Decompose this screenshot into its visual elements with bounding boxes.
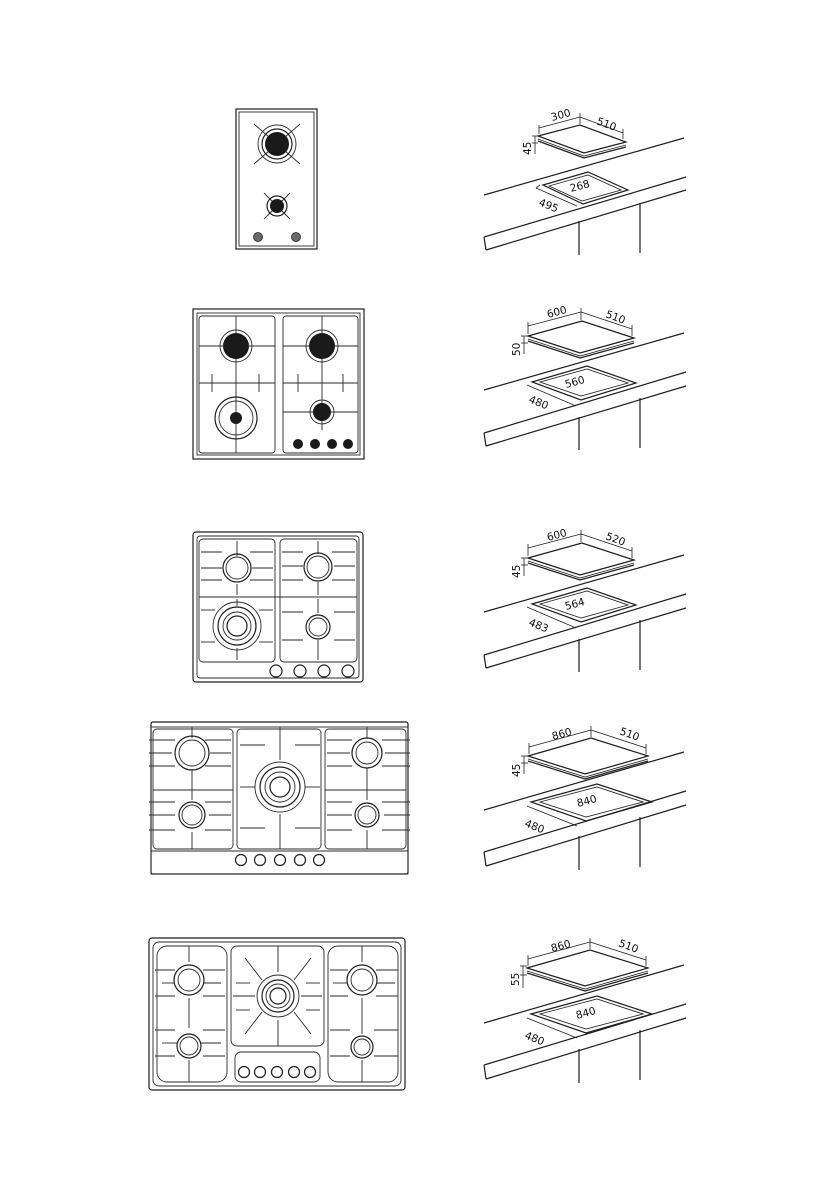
- hob-2-width-label: 600: [545, 304, 569, 321]
- hob-3-depth-cut-label: 483: [526, 616, 550, 636]
- hob-5-width-cut-label: 840: [574, 1005, 598, 1022]
- cutout-diagram-3: [484, 527, 686, 672]
- hob-1-height-label: 45: [522, 141, 534, 155]
- hob-4-width-cut-label: 840: [575, 793, 599, 810]
- cutout-diagram-2: [484, 304, 686, 450]
- hob-1-width-cut-label: 268: [568, 178, 592, 195]
- cutout-diagram-1: [484, 107, 686, 255]
- hob-4-drawing: [149, 722, 410, 874]
- hob-2-width-cut-label: 560: [563, 374, 587, 391]
- hob-3-width-cut-label: 564: [563, 596, 587, 613]
- hob-2-depth-cut-label: 480: [526, 393, 550, 413]
- hob-1-small-burner: [264, 193, 290, 219]
- hob-2-depth-label: 510: [603, 308, 627, 327]
- hob-2-drawing: [193, 309, 364, 459]
- hob-3-height-label: 45: [511, 564, 523, 578]
- hob-1-drawing: [236, 109, 317, 249]
- hob-5-knobs: [239, 1067, 316, 1078]
- hob-4-depth-cut-label: 480: [522, 817, 546, 837]
- hob-5-width-label: 860: [549, 938, 573, 955]
- hob-4-knobs: [236, 855, 325, 866]
- hob-1-large-burner: [254, 124, 300, 164]
- hob-4-height-label: 45: [511, 763, 523, 777]
- hob-2-height-label: 50: [511, 342, 523, 356]
- hob-3-depth-label: 520: [603, 530, 627, 549]
- hob-3-width-label: 600: [545, 527, 569, 544]
- hob-5-drawing: [149, 938, 405, 1090]
- hob-3-drawing: [193, 532, 363, 682]
- cutout-diagram-4: [484, 726, 686, 870]
- hob-1-knobs: [254, 233, 301, 242]
- hob-2-knobs: [293, 439, 353, 449]
- hob-5-depth-label: 510: [616, 937, 640, 956]
- hob-4-width-label: 860: [550, 726, 574, 743]
- hob-1-depth-cut-label: 495: [536, 196, 560, 216]
- hob-3-knobs: [270, 665, 354, 677]
- hob-4-depth-label: 510: [617, 725, 641, 744]
- hob-5-height-label: 55: [510, 972, 522, 986]
- hob-1-width-label: 300: [549, 107, 573, 124]
- cutout-diagram-5: [484, 938, 686, 1083]
- hob-1-depth-label: 510: [594, 115, 618, 134]
- hob-5-depth-cut-label: 480: [522, 1029, 546, 1049]
